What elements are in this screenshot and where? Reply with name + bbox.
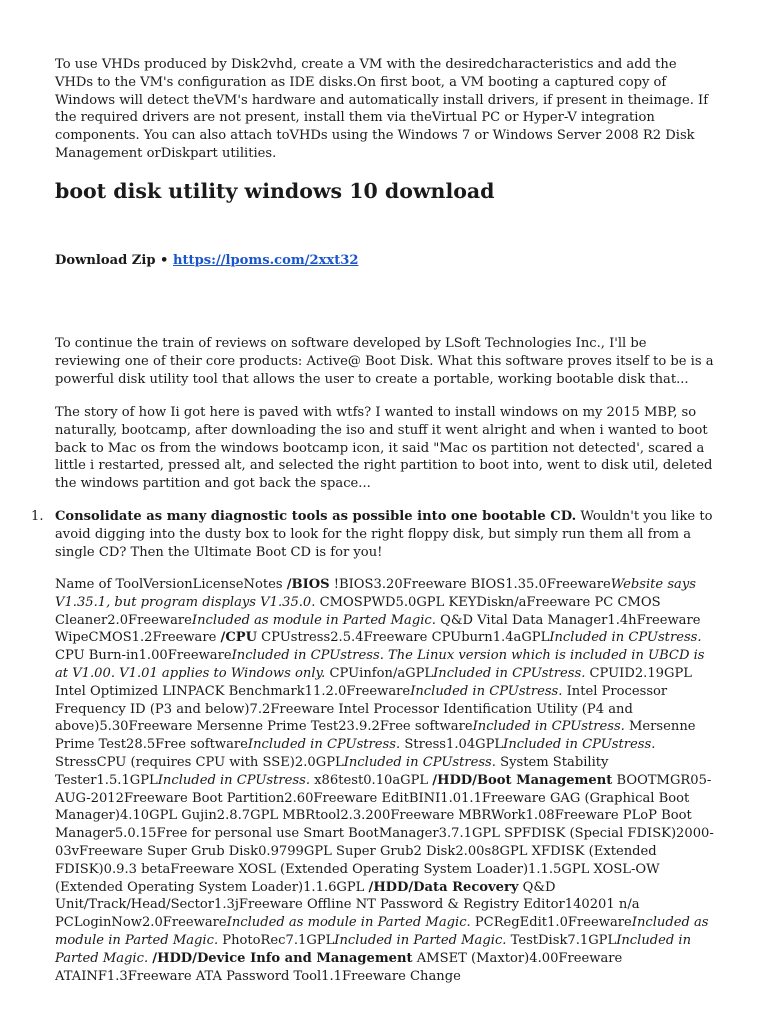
details-text: x86test0.10aGPL [310, 772, 433, 788]
list-item [31, 508, 715, 561]
note-text: Included in CPUstress. [472, 719, 625, 735]
note-text: Included as module in Parted Magic. [191, 612, 436, 628]
review-intro-paragraph: To continue the train of reviews on software developed by LSoft Technologies Inc., I'll be reviewing one of their core products: Active@ Boot Disk. What this software proves itself to be is a powerful disk utility tool that allows the user to create a portable, working bootable disk that... [55, 336, 714, 387]
details-text: CPUinfon/aGPL [325, 665, 434, 681]
download-link[interactable]: https://lpoms.com/2xxt32 [172, 253, 359, 268]
note-text: Included as module in Parted Magic. [226, 915, 471, 931]
feature-list [31, 508, 715, 561]
details-text: CMOSPWD5.0GPL KEYDiskn/aFreeware PC CMOS Cleaner2.0Freeware [55, 594, 661, 628]
details-text: CPU Burn-in1.00Freeware [55, 648, 232, 664]
section-heading-inline: /BIOS [286, 577, 330, 592]
section-heading-inline: /CPU [220, 630, 257, 646]
details-text: Stress1.04GPL [400, 737, 504, 753]
tool-details-paragraph [55, 576, 717, 985]
list-item-body: Wouldn't you like to avoid digging into the dusty box to look for the right floppy disk, but simply run them all from a single CD? Then the Ultimate Boot CD is for you! [55, 509, 713, 560]
details-text: PCRegEdit1.0Freeware [470, 915, 632, 931]
note-text: Included in CPUstress. [247, 737, 401, 753]
section-heading-inline: /HDD/Data Recovery [368, 879, 519, 895]
details-text: Q&D Unit/Track/Head/Sector1.3jFreeware Offline NT Password & Registry Editor140201 n/a PCLoginNow2.0Freeware [55, 879, 640, 931]
note-text: Included in CPUstress. [549, 630, 702, 646]
note-text: Included as module in Parted Magic. [55, 915, 709, 948]
note-text: Included in Parted Magic. [55, 932, 692, 966]
note-text: Website says V1.35.1, but program displays V1.35.0. [55, 577, 696, 610]
details-text: !BIOS3.20Freeware BIOS1.35.0Freeware [329, 577, 611, 592]
list-item-text [55, 508, 715, 561]
download-line [55, 252, 359, 270]
section-heading-inline: /HDD/Boot Management [432, 772, 613, 788]
note-text: Included in CPUstress. [157, 772, 310, 788]
details-text: Q&D Vital Data Manager1.4hFreeware WipeCMOS1.2Freeware [55, 612, 701, 646]
note-text: Included in Parted Magic. [334, 932, 507, 948]
story-paragraph: The story of how Ii got here is paved with wtfs? I wanted to install windows on my 2015 MBP, so naturally, bootcamp, after downloading the iso and stuff it went alright and when i wanted to boot back to Mac os from the windows bootcamp icon, it said "Mac os partition not detected', scared a little i restarted, pressed alt, and selected the right partition to boot into, went to disk util, deleted the windows partition and got back the space... [55, 405, 713, 492]
details-text: CPUID2.19GPL Intel Optimized LINPACK Benchmark11.2.0Freeware [55, 665, 692, 699]
note-text: Included in CPUstress. [343, 754, 496, 770]
details-text: System Stability Tester1.5.1GPL [55, 754, 609, 788]
details-text: Intel Processor Frequency ID (P3 and below)7.2Freeware Intel Processor Identification Utility (P4 and above)5.30Freeware Mersenne Prime Test23.9.2Free software [55, 683, 668, 735]
note-text: Included in CPUstress. [503, 737, 656, 753]
list-item-number: 1. [31, 509, 44, 524]
download-label: Download Zip • [55, 253, 169, 268]
note-text: Included in CPUstress. The Linux version which is included in UBCD is at V1.00. V1.01 applies to Windows only. [55, 648, 705, 681]
details-text: AMSET (Maxtor)4.00Freeware ATAINF1.3Freeware ATA Password Tool1.1Freeware Change [55, 950, 623, 984]
details-text: PhotoRec7.1GPL [218, 932, 335, 948]
details-text: Name of ToolVersionLicenseNotes [55, 577, 287, 592]
details-text: TestDisk7.1GPL [506, 932, 617, 948]
details-text: CPUstress2.5.4Freeware CPUburn1.4aGPL [257, 630, 550, 646]
details-text: BOOTMGR05-AUG-2012Freeware Boot Partition2.60Freeware EditBINI1.01.1Freeware GAG (Graphical Boot Manager)4.10GPL Gujin2.8.7GPL MBRtool2.3.200Freeware MBRWork1.08Freeware PLoP Boot Manager5.0.15Free for personal use Smart BootManager3.7.1GPL SPFDISK (Special FDISK)2000-03vFreeware Super Grub Disk0.9799GPL Super Grub2 Disk2.00s8GPL XFDISK (Extended FDISK)0.9.3 betaFreeware XOSL (Extended Operating System Loader)1.1.5GPL XOSL-OW (Extended Operating System Loader)1.1.6GPL [55, 772, 714, 895]
list-item-bold: Consolidate as many diagnostic tools as possible into one bootable CD. [55, 509, 577, 524]
note-text: Included in CPUstress. [433, 665, 586, 681]
intro-paragraph: To use VHDs produced by Disk2vhd, create a VM with the desiredcharacteristics and add the VHDs to the VM's configuration as IDE disks.On first boot, a VM booting a captured copy of Windows will detect theVM's hardware and automatically install drivers, if present in theimage. If the required drivers are not present, install them via theVirtual PC or Hyper-V integration components. You can also attach toVHDs using the Windows 7 or Windows Server 2008 R2 Disk Management orDiskpart utilities. [55, 57, 709, 161]
details-text: Mersenne Prime Test28.5Free software [55, 719, 696, 753]
page-title: boot disk utility windows 10 download [55, 179, 495, 203]
note-text: Included in CPUstress. [410, 683, 563, 699]
details-text: StressCPU (requires CPU with SSE)2.0GPL [55, 754, 344, 770]
section-heading-inline: /HDD/Device Info and Management [152, 950, 413, 966]
